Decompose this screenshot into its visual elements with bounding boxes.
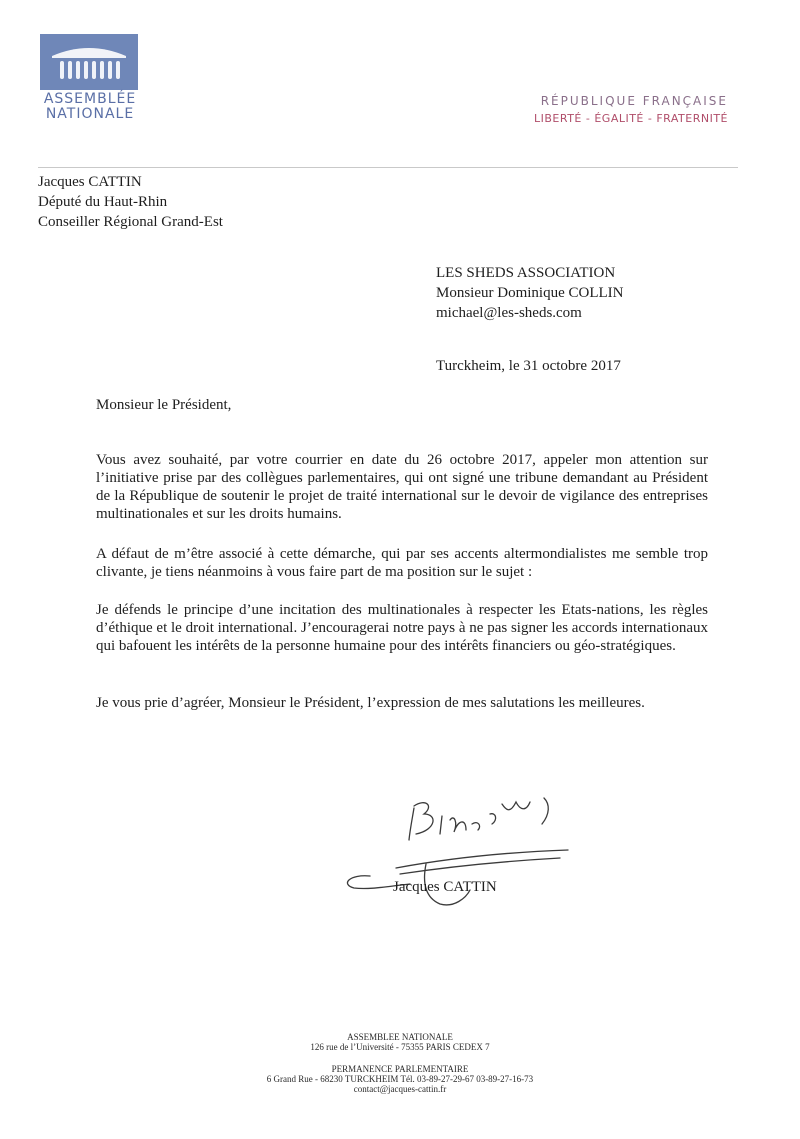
body-paragraph-4: Je vous prie d’agréer, Monsieur le Président, l’expression de mes salutations les meilleures.	[96, 695, 645, 711]
logo-line-1: ASSEMBLÉE	[43, 91, 137, 107]
body-paragraph-2: A défaut de m’être associé à cette démarche, qui par ses accents altermondialistes me semble trop clivante, je tiens néanmoins à vous faire part de ma position sur le sujet :	[96, 546, 708, 580]
sender-role: Conseiller Régional Grand-Est	[38, 214, 223, 230]
republic-motto: LIBERTÉ - ÉGALITÉ - FRATERNITÉ	[534, 112, 728, 125]
signature-name: Jacques CATTIN	[393, 879, 497, 895]
header-divider	[38, 167, 738, 168]
recipient-block	[436, 263, 623, 323]
body-paragraph-1: Vous avez souhaité, par votre courrier en date du 26 octobre 2017, appeler mon attention sur l’initiative prise par des collègues parlementaires, qui ont signé une tribune demandant au Président de la République de soutenir le projet de traité international sur le devoir de vigilance des entreprises multinationales et sur les droits humains.	[96, 452, 708, 522]
logo-line-2: NATIONALE	[45, 106, 135, 122]
footer-address: 126 rue de l’Université - 75355 PARIS CEDEX 7	[310, 1042, 490, 1052]
footer	[200, 1032, 600, 1094]
footer-office: PERMANENCE PARLEMENTAIRE	[331, 1064, 469, 1074]
assemblee-logo-text	[36, 92, 144, 122]
republique-francaise: RÉPUBLIQUE FRANÇAISE	[540, 94, 728, 108]
assemblee-logo	[40, 34, 138, 90]
footer-email: contact@jacques-cattin.fr	[353, 1084, 447, 1094]
recipient-person: Monsieur Dominique COLLIN	[436, 285, 624, 301]
salutation: Monsieur le Président,	[96, 397, 232, 413]
recipient-email: michael@les-sheds.com	[436, 305, 582, 321]
sender-name: Jacques CATTIN	[38, 174, 142, 190]
footer-org: ASSEMBLEE NATIONALE	[347, 1032, 453, 1042]
date-line: Turckheim, le 31 octobre 2017	[436, 358, 621, 374]
footer-office-address: 6 Grand Rue - 68230 TURCKHEIM Tél. 03-89-27-29-67 03-89-27-16-73	[266, 1074, 534, 1084]
sender-block	[38, 172, 223, 232]
recipient-org: LES SHEDS ASSOCIATION	[436, 265, 616, 281]
body-paragraph-3: Je défends le principe d’une incitation des multinationales à respecter les Etats-nations, les règles d’éthique et le droit international. J’encouragerai notre pays à ne pas signer les accords internationaux qui bafouent les intérêts de la personne humaine pour des intérêts financiers ou géo-stratégiques.	[96, 602, 708, 654]
hemicycle-icon	[40, 34, 138, 90]
handwritten-signature	[330, 780, 590, 920]
sender-title: Député du Haut-Rhin	[38, 194, 168, 210]
